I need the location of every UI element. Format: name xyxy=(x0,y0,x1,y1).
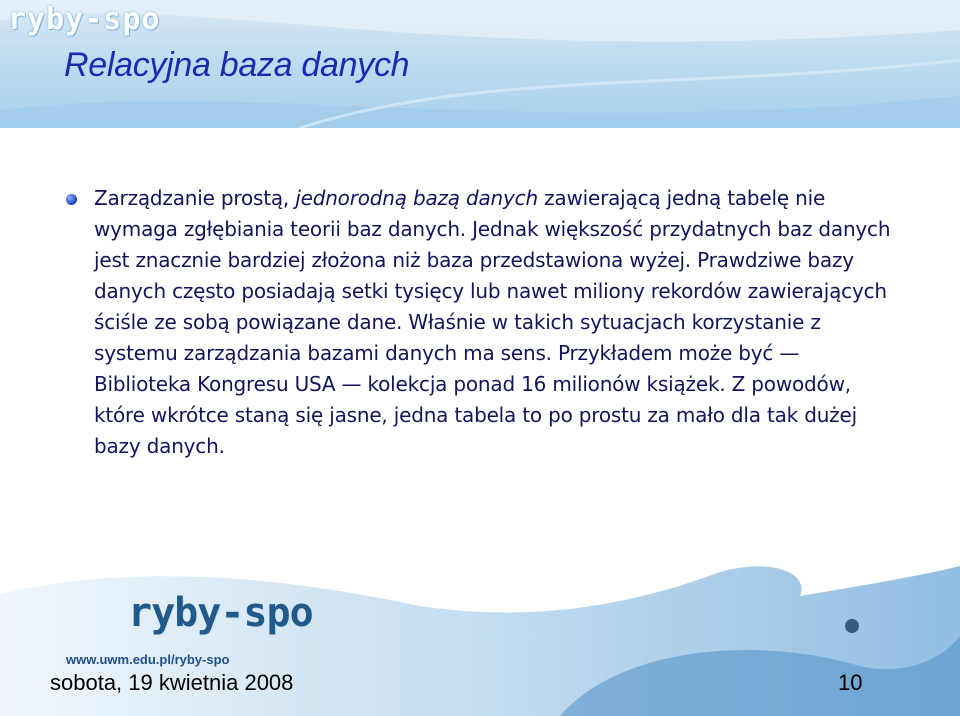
slide-header xyxy=(0,0,960,128)
page-number: 10 xyxy=(838,670,863,695)
paragraph-lead: Zarządzanie prostą, xyxy=(94,186,296,210)
bullet-icon xyxy=(66,194,77,205)
paragraph-rest: zawierającą jedną tabelę nie wymaga zgłębiania teorii baz danych. Jednak większość przydatnych baz danych jest znacznie bardziej złożona niż baza przedstawiona wyżej. Prawdziwe bazy danych często posiadają setki tysięcy lub nawet miliony rekordów zawierających ściśle ze sobą powiązane dane. Właśnie w takich sytuacjach korzystanie z systemu zarządzania bazami danych ma sens. Przykładem może być — Biblioteka Kongresu USA — kolekcja ponad 16 milionów książek. Z powodów, które wkrótce staną się jasne, jedna tabela to po prostu za mało dla tak dużej bazy danych. xyxy=(94,186,891,458)
slide-title: Relacyjna baza danych xyxy=(64,46,410,84)
slide-body xyxy=(60,183,900,462)
header-logo: ryby-spo xyxy=(8,2,161,37)
footer-logo: ryby-spo xyxy=(128,590,313,636)
bullet-paragraph xyxy=(94,183,900,462)
footer-date: sobota, 19 kwietnia 2008 xyxy=(50,670,294,695)
slide-footer xyxy=(0,566,960,716)
footer-url[interactable]: www.uwm.edu.pl/ryby-spo xyxy=(66,652,230,667)
paragraph-emphasis: jednorodną bazą danych xyxy=(295,186,538,210)
bullet-item xyxy=(60,183,900,462)
